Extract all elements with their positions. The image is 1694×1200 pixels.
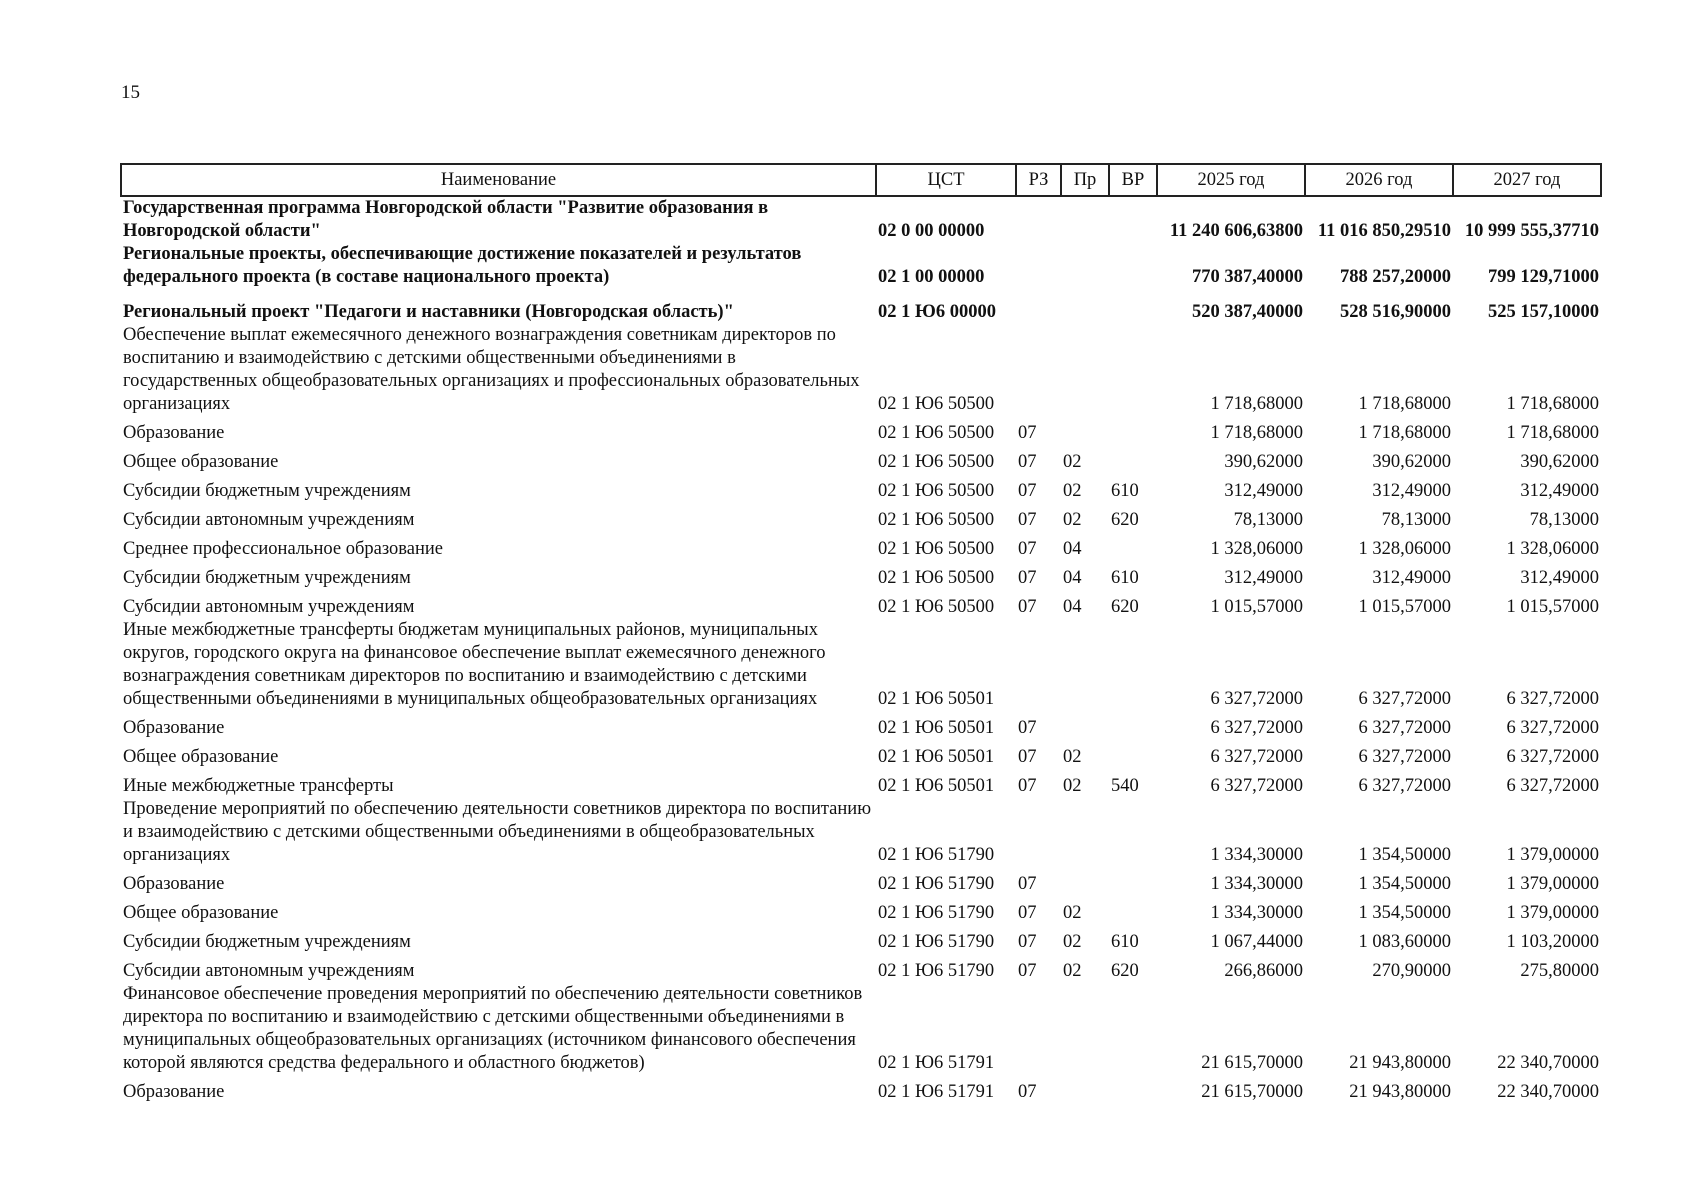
- cell-y2025: 1 067,44000: [1210, 932, 1303, 952]
- table-row: [121, 289, 1601, 324]
- cell-y2025: 266,86000: [1224, 961, 1303, 981]
- cell-y2025: 21 615,70000: [1201, 1053, 1303, 1073]
- cell-pr: 02: [1063, 510, 1082, 530]
- table-row: [121, 324, 1601, 416]
- cell-y2026: 1 328,06000: [1358, 539, 1451, 559]
- cell-y2027: 1 015,57000: [1506, 597, 1599, 617]
- cell-vr: 620: [1111, 961, 1139, 981]
- cell-y2025: 1 718,68000: [1210, 394, 1303, 414]
- cell-rz: 07: [1018, 747, 1037, 767]
- budget-table: [120, 163, 1602, 1104]
- cell-y2027: 1 103,20000: [1506, 932, 1599, 952]
- table-row: [121, 532, 1601, 561]
- cell-y2026: 390,62000: [1372, 452, 1451, 472]
- cell-cst: 02 1 Ю6 50500: [878, 568, 995, 588]
- cell-pr: [1061, 867, 1109, 896]
- cell-y2026: 6 327,72000: [1358, 776, 1451, 796]
- cell-vr: [1109, 289, 1157, 324]
- cell-y2025: 520 387,40000: [1192, 302, 1303, 322]
- cell-y2026: 6 327,72000: [1358, 718, 1451, 738]
- cell-cst: 02 1 Ю6 50501: [878, 776, 995, 796]
- cell-y2027: 1 379,00000: [1506, 903, 1599, 923]
- cell-y2026: 312,49000: [1372, 481, 1451, 501]
- table-row: [121, 196, 1601, 243]
- cell-vr: [1109, 445, 1157, 474]
- cell-y2026: 270,90000: [1372, 961, 1451, 981]
- cell-y2027: 6 327,72000: [1506, 776, 1599, 796]
- cell-y2026: 6 327,72000: [1358, 689, 1451, 709]
- cell-cst: 02 1 Ю6 50501: [878, 747, 995, 767]
- cell-name: Иные межбюджетные трансферты: [123, 776, 394, 796]
- table-row: [121, 1075, 1601, 1104]
- cell-y2025: 78,13000: [1233, 510, 1303, 530]
- cell-y2025: 11 240 606,63800: [1169, 221, 1303, 241]
- cell-cst: 02 1 Ю6 51790: [878, 874, 995, 894]
- cell-pr: [1061, 324, 1109, 416]
- cell-pr: 02: [1063, 747, 1082, 767]
- cell-rz: [1016, 983, 1061, 1075]
- table-row: [121, 925, 1601, 954]
- cell-vr: 610: [1111, 932, 1139, 952]
- cell-pr: 04: [1063, 539, 1082, 559]
- cell-y2026: 1 718,68000: [1358, 423, 1451, 443]
- cell-name: Субсидии автономным учреждениям: [123, 597, 415, 617]
- cell-name: Иные межбюджетные трансферты бюджетам муниципальных районов, муниципальных округов, городского округа на финансовое обеспечение выплат ежемесячного денежного вознаграждения советникам директоров по воспитанию и взаимодействию с детскими общественными объединениями в муниципальных общеобразовательных организациях: [123, 620, 826, 709]
- cell-pr: 02: [1063, 481, 1082, 501]
- cell-vr: [1109, 867, 1157, 896]
- cell-name: Региональные проекты, обеспечивающие достижение показателей и результатов федерального проекта (в составе национального проекта): [123, 244, 802, 287]
- cell-name: Общее образование: [123, 452, 279, 472]
- cell-cst: 02 1 Ю6 00000: [878, 302, 996, 322]
- cell-y2025: 21 615,70000: [1201, 1082, 1303, 1102]
- table-row: [121, 711, 1601, 740]
- cell-cst: 02 1 Ю6 50500: [878, 510, 995, 530]
- cell-y2026: 1 015,57000: [1358, 597, 1451, 617]
- cell-vr: 540: [1111, 776, 1139, 796]
- table-row: [121, 619, 1601, 711]
- cell-y2025: 312,49000: [1224, 481, 1303, 501]
- cell-y2026: 21 943,80000: [1349, 1053, 1451, 1073]
- cell-y2025: 312,49000: [1224, 568, 1303, 588]
- cell-cst: 02 1 Ю6 50501: [878, 718, 995, 738]
- cell-name: Обеспечение выплат ежемесячного денежного вознаграждения советникам директоров по воспитанию и взаимодействию с детскими общественными объединениями в государственных общеобразовательных организациях и профессиональных образовательных организациях: [123, 325, 860, 414]
- cell-y2027: 1 379,00000: [1506, 874, 1599, 894]
- cell-y2027: 6 327,72000: [1506, 747, 1599, 767]
- cell-cst: 02 1 Ю6 50500: [878, 481, 995, 501]
- table-row: [121, 590, 1601, 619]
- cell-cst: 02 1 Ю6 51790: [878, 932, 995, 952]
- table-row: [121, 243, 1601, 289]
- cell-y2027: 312,49000: [1520, 568, 1599, 588]
- cell-rz: 07: [1018, 481, 1037, 501]
- table-row: [121, 740, 1601, 769]
- cell-vr: 610: [1111, 481, 1139, 501]
- header-2027: 2027 год: [1453, 164, 1601, 196]
- cell-y2025: 1 328,06000: [1210, 539, 1303, 559]
- cell-y2025: 390,62000: [1224, 452, 1303, 472]
- cell-rz: [1016, 619, 1061, 711]
- cell-y2027: 312,49000: [1520, 481, 1599, 501]
- cell-rz: [1016, 243, 1061, 289]
- table-row: [121, 983, 1601, 1075]
- cell-rz: 07: [1018, 510, 1037, 530]
- cell-y2026: 1 718,68000: [1358, 394, 1451, 414]
- cell-pr: 04: [1063, 597, 1082, 617]
- cell-name: Субсидии бюджетным учреждениям: [123, 932, 411, 952]
- cell-rz: 07: [1018, 452, 1037, 472]
- cell-y2026: 788 257,20000: [1340, 267, 1451, 287]
- cell-y2027: 525 157,10000: [1488, 302, 1599, 322]
- cell-name: Образование: [123, 1082, 225, 1102]
- cell-name: Субсидии автономным учреждениям: [123, 510, 415, 530]
- table-row: [121, 416, 1601, 445]
- cell-vr: [1109, 619, 1157, 711]
- cell-y2025: 770 387,40000: [1192, 267, 1303, 287]
- table-row: [121, 445, 1601, 474]
- table-row: [121, 867, 1601, 896]
- cell-y2026: 78,13000: [1381, 510, 1451, 530]
- header-2025: 2025 год: [1157, 164, 1305, 196]
- cell-name: Среднее профессиональное образование: [123, 539, 443, 559]
- header-cst: ЦСТ: [876, 164, 1016, 196]
- cell-name: Финансовое обеспечение проведения мероприятий по обеспечению деятельности советников директора по воспитанию и взаимодействию с детскими общественными объединениями в муниципальных общеобразовательных организациях (источником финансового обеспечения которой являются средства федерального и областного бюджетов): [123, 984, 863, 1073]
- cell-pr: 02: [1063, 932, 1082, 952]
- header-rz: РЗ: [1016, 164, 1061, 196]
- page-number: 15: [121, 82, 140, 103]
- cell-vr: [1109, 532, 1157, 561]
- cell-pr: 02: [1063, 776, 1082, 796]
- cell-y2026: 1 354,50000: [1358, 874, 1451, 894]
- cell-y2027: 1 328,06000: [1506, 539, 1599, 559]
- cell-pr: [1061, 983, 1109, 1075]
- cell-cst: 02 1 Ю6 50500: [878, 452, 995, 472]
- cell-cst: 02 1 Ю6 51790: [878, 961, 995, 981]
- cell-rz: 07: [1018, 961, 1037, 981]
- header-pr: Пр: [1061, 164, 1109, 196]
- cell-vr: 620: [1111, 597, 1139, 617]
- cell-pr: [1061, 196, 1109, 243]
- cell-cst: 02 1 Ю6 50500: [878, 423, 995, 443]
- cell-cst: 02 1 Ю6 50500: [878, 394, 995, 414]
- cell-y2027: 6 327,72000: [1506, 689, 1599, 709]
- cell-vr: [1109, 740, 1157, 769]
- cell-y2026: 11 016 850,29510: [1317, 221, 1451, 241]
- cell-rz: 07: [1018, 568, 1037, 588]
- cell-y2027: 275,80000: [1520, 961, 1599, 981]
- cell-vr: [1109, 711, 1157, 740]
- cell-pr: [1061, 416, 1109, 445]
- cell-rz: [1016, 196, 1061, 243]
- cell-y2027: 799 129,71000: [1488, 267, 1599, 287]
- cell-cst: 02 1 Ю6 51791: [878, 1053, 995, 1073]
- cell-pr: [1061, 243, 1109, 289]
- cell-pr: 02: [1063, 452, 1082, 472]
- cell-pr: [1061, 619, 1109, 711]
- cell-rz: [1016, 289, 1061, 324]
- table-row: [121, 769, 1601, 798]
- table-row: [121, 474, 1601, 503]
- cell-name: Субсидии бюджетным учреждениям: [123, 481, 411, 501]
- cell-name: Субсидии бюджетным учреждениям: [123, 568, 411, 588]
- cell-name: Государственная программа Новгородской области "Развитие образования в Новгородской области": [123, 198, 769, 241]
- cell-vr: [1109, 196, 1157, 243]
- cell-y2027: 78,13000: [1529, 510, 1599, 530]
- cell-pr: [1061, 798, 1109, 867]
- cell-vr: [1109, 243, 1157, 289]
- table-row: [121, 503, 1601, 532]
- cell-y2025: 6 327,72000: [1210, 747, 1303, 767]
- cell-y2026: 6 327,72000: [1358, 747, 1451, 767]
- cell-y2026: 1 354,50000: [1358, 845, 1451, 865]
- table-row: [121, 561, 1601, 590]
- cell-pr: [1061, 711, 1109, 740]
- cell-cst: 02 1 Ю6 51790: [878, 845, 995, 865]
- cell-name: Общее образование: [123, 903, 279, 923]
- cell-vr: [1109, 1075, 1157, 1104]
- cell-cst: 02 1 Ю6 50501: [878, 689, 995, 709]
- cell-cst: 02 1 Ю6 50500: [878, 597, 995, 617]
- cell-vr: 620: [1111, 510, 1139, 530]
- table-body: [121, 196, 1601, 1104]
- cell-pr: [1061, 289, 1109, 324]
- cell-y2026: 312,49000: [1372, 568, 1451, 588]
- cell-name: Субсидии автономным учреждениям: [123, 961, 415, 981]
- cell-y2026: 1 083,60000: [1358, 932, 1451, 952]
- cell-rz: 07: [1018, 776, 1037, 796]
- cell-y2026: 1 354,50000: [1358, 903, 1451, 923]
- cell-cst: 02 1 Ю6 51790: [878, 903, 995, 923]
- cell-y2026: 21 943,80000: [1349, 1082, 1451, 1102]
- cell-name: Проведение мероприятий по обеспечению деятельности советников директора по воспитанию и взаимодействию с детскими общественными объединениями в общеобразовательных организациях: [123, 799, 872, 865]
- cell-vr: [1109, 896, 1157, 925]
- cell-y2027: 22 340,70000: [1497, 1082, 1599, 1102]
- cell-vr: [1109, 324, 1157, 416]
- cell-name: Общее образование: [123, 747, 279, 767]
- cell-vr: [1109, 798, 1157, 867]
- table-row: [121, 798, 1601, 867]
- cell-pr: 02: [1063, 961, 1082, 981]
- cell-rz: 07: [1018, 874, 1037, 894]
- cell-y2027: 1 718,68000: [1506, 394, 1599, 414]
- cell-y2027: 22 340,70000: [1497, 1053, 1599, 1073]
- cell-cst: 02 0 00 00000: [878, 221, 985, 241]
- cell-pr: [1061, 1075, 1109, 1104]
- cell-y2025: 1 015,57000: [1210, 597, 1303, 617]
- cell-y2027: 10 999 555,37710: [1464, 221, 1599, 241]
- table-row: [121, 954, 1601, 983]
- cell-vr: 610: [1111, 568, 1139, 588]
- cell-y2025: 1 334,30000: [1210, 845, 1303, 865]
- header-vr: ВР: [1109, 164, 1157, 196]
- cell-y2025: 6 327,72000: [1210, 776, 1303, 796]
- cell-rz: 07: [1018, 539, 1037, 559]
- cell-rz: 07: [1018, 1082, 1037, 1102]
- cell-y2027: 390,62000: [1520, 452, 1599, 472]
- cell-vr: [1109, 416, 1157, 445]
- cell-rz: 07: [1018, 932, 1037, 952]
- cell-rz: 07: [1018, 423, 1037, 443]
- cell-y2027: 6 327,72000: [1506, 718, 1599, 738]
- cell-y2026: 528 516,90000: [1340, 302, 1451, 322]
- cell-cst: 02 1 Ю6 50500: [878, 539, 995, 559]
- cell-name: Образование: [123, 718, 225, 738]
- cell-rz: [1016, 324, 1061, 416]
- header-2026: 2026 год: [1305, 164, 1453, 196]
- cell-vr: [1109, 983, 1157, 1075]
- cell-rz: 07: [1018, 597, 1037, 617]
- cell-rz: [1016, 798, 1061, 867]
- cell-cst: 02 1 00 00000: [878, 267, 985, 287]
- cell-name: Образование: [123, 423, 225, 443]
- cell-name: Образование: [123, 874, 225, 894]
- table-row: [121, 896, 1601, 925]
- cell-pr: 04: [1063, 568, 1082, 588]
- cell-y2025: 1 718,68000: [1210, 423, 1303, 443]
- cell-y2025: 6 327,72000: [1210, 718, 1303, 738]
- cell-y2025: 6 327,72000: [1210, 689, 1303, 709]
- cell-rz: 07: [1018, 718, 1037, 738]
- cell-name: Региональный проект "Педагоги и наставники (Новгородская область)": [123, 302, 734, 322]
- cell-y2027: 1 379,00000: [1506, 845, 1599, 865]
- header-row: [121, 164, 1601, 196]
- cell-y2027: 1 718,68000: [1506, 423, 1599, 443]
- cell-y2025: 1 334,30000: [1210, 903, 1303, 923]
- cell-cst: 02 1 Ю6 51791: [878, 1082, 995, 1102]
- cell-y2025: 1 334,30000: [1210, 874, 1303, 894]
- cell-rz: 07: [1018, 903, 1037, 923]
- header-name: Наименование: [121, 164, 876, 196]
- cell-pr: 02: [1063, 903, 1082, 923]
